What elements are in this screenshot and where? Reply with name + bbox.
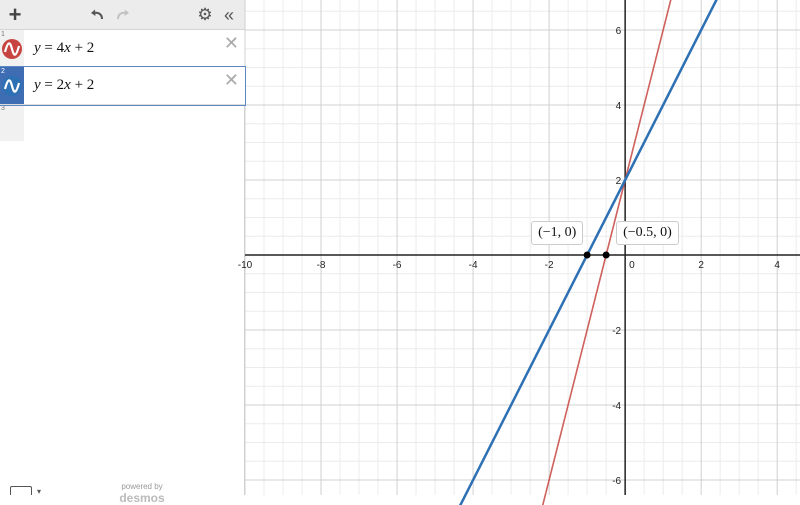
y-tick-label: 2 — [615, 176, 622, 187]
expression-formula[interactable]: y = 2x + 2 — [34, 77, 95, 93]
expression-gutter — [0, 30, 24, 67]
expression-gutter — [0, 67, 24, 104]
x-tick-label: -10 — [237, 260, 253, 271]
redo-button[interactable] — [112, 3, 134, 27]
y-tick-label: -4 — [612, 401, 622, 412]
y-tick-label: -2 — [612, 326, 622, 337]
keyboard-icon[interactable] — [10, 486, 32, 495]
expression-item-selected[interactable] — [0, 67, 245, 105]
expression-formula[interactable]: y = 4x + 2 — [34, 40, 95, 56]
x-tick-label: 4 — [774, 260, 780, 271]
graph-canvas[interactable] — [237, 0, 800, 495]
new-expression-row[interactable] — [0, 105, 24, 141]
x-tick-label: -6 — [392, 260, 402, 271]
x-tick-label: 0 — [629, 260, 635, 271]
toolbar — [0, 0, 245, 30]
delete-expression-button[interactable]: ✕ — [223, 70, 239, 90]
y-tick-label: 4 — [615, 101, 622, 112]
graph-line-2 — [245, 0, 800, 505]
x-tick-label: -2 — [544, 260, 554, 271]
undo-icon — [89, 9, 105, 21]
undo-button[interactable] — [86, 3, 108, 27]
caret-down-icon[interactable]: ▾ — [37, 487, 42, 496]
redo-icon — [115, 9, 131, 21]
point-label[interactable]: (−0.5, 0) — [616, 221, 679, 245]
powered-by — [112, 482, 172, 505]
double-chevron-left-icon: « — [223, 4, 234, 25]
expression-item[interactable] — [0, 30, 245, 68]
expression-index: 3 — [1, 105, 5, 112]
point-label[interactable]: (−1, 0) — [531, 221, 583, 245]
graph-color-icon[interactable] — [1, 38, 23, 60]
desmos-logo: desmos — [119, 491, 165, 505]
powered-by-text: powered by — [121, 482, 163, 491]
expression-panel — [0, 0, 245, 505]
gear-icon: ⚙ — [197, 5, 213, 24]
x-tick-label: -8 — [316, 260, 326, 271]
point-of-interest — [603, 252, 610, 259]
point-of-interest — [584, 252, 591, 259]
graph-line-1 — [245, 0, 800, 505]
y-tick-label: 6 — [615, 26, 622, 37]
delete-expression-button[interactable]: ✕ — [223, 33, 239, 53]
collapse-panel-button[interactable] — [218, 3, 240, 27]
panel-footer — [0, 480, 245, 505]
expression-index: 1 — [1, 31, 5, 38]
settings-button[interactable] — [194, 3, 216, 27]
x-tick-label: -4 — [468, 260, 478, 271]
expression-index: 2 — [1, 68, 5, 75]
graph-color-icon[interactable] — [1, 75, 23, 97]
y-tick-label: -6 — [612, 476, 622, 487]
add-expression-button[interactable]: + — [8, 2, 22, 27]
x-tick-label: 2 — [698, 260, 704, 271]
graph-paper[interactable] — [237, 0, 800, 495]
